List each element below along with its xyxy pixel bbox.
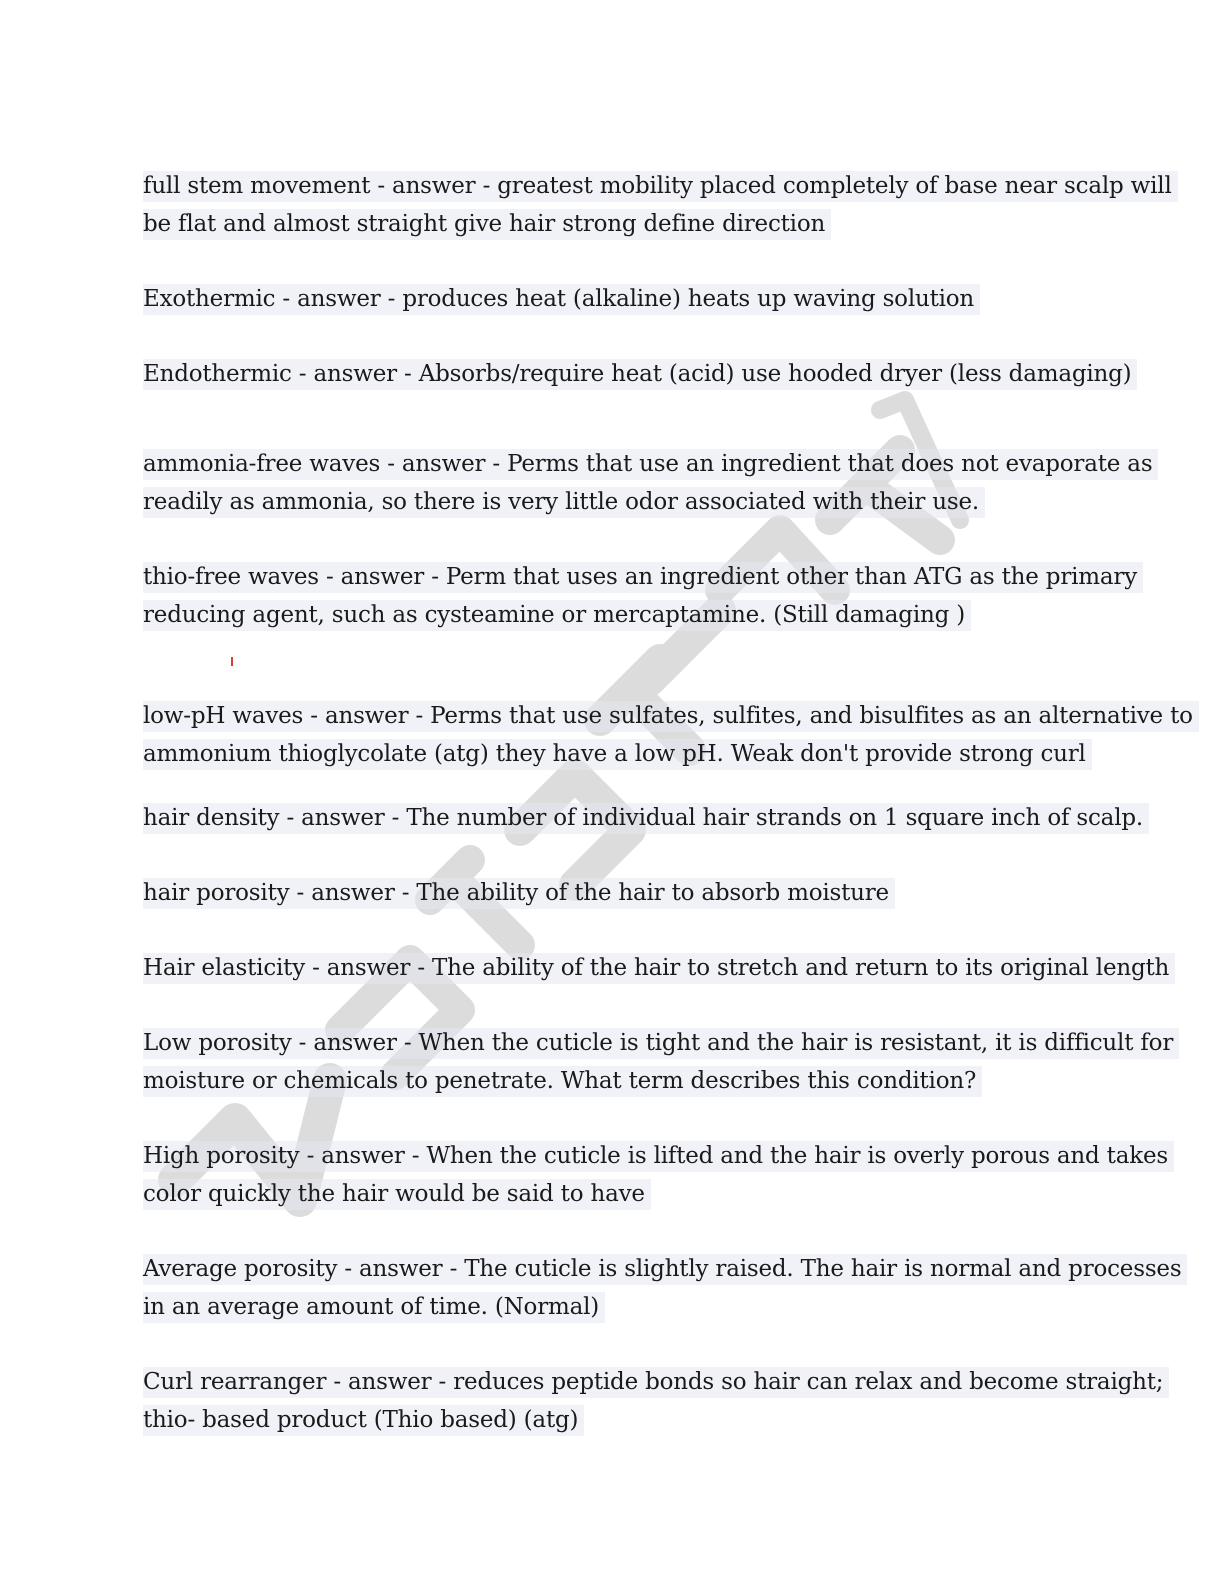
qa-entry xyxy=(143,1364,1169,1439)
entry-line xyxy=(143,559,1143,597)
entry-line xyxy=(143,597,1143,635)
entry-line xyxy=(143,1176,1174,1214)
qa-entry xyxy=(143,1025,1179,1100)
entry-text: ammonia-free waves - answer - Perms that use an ingredient that does not evaporate as xyxy=(143,449,1158,480)
qa-entry xyxy=(143,446,1158,521)
qa-entry xyxy=(143,1138,1174,1213)
entry-line xyxy=(143,950,1175,988)
entry-line xyxy=(143,1251,1187,1289)
entry-line xyxy=(143,356,1137,394)
entry-line xyxy=(143,736,1199,774)
entry-line xyxy=(143,875,895,913)
entry-text: in an average amount of time. (Normal) xyxy=(143,1292,605,1323)
entry-line xyxy=(143,168,1178,206)
entry-line xyxy=(143,1138,1174,1176)
entry-text: Low porosity - answer - When the cuticle is tight and the hair is resistant, it is difficult for xyxy=(143,1028,1179,1059)
entry-text: hair density - answer - The number of individual hair strands on 1 square inch of scalp. xyxy=(143,803,1149,834)
entry-text: Endothermic - answer - Absorbs/require heat (acid) use hooded dryer (less damaging) xyxy=(143,359,1137,390)
entry-line xyxy=(143,1063,1179,1101)
qa-entry xyxy=(143,800,1149,838)
entry-text: Exothermic - answer - produces heat (alkaline) heats up waving solution xyxy=(143,284,980,315)
entry-text: hair porosity - answer - The ability of the hair to absorb moisture xyxy=(143,878,895,909)
qa-entry xyxy=(143,281,980,319)
qa-entry xyxy=(143,1251,1187,1326)
qa-entry xyxy=(143,875,895,913)
entry-text: ammonium thioglycolate (atg) they have a low pH. Weak don't provide strong curl xyxy=(143,739,1092,770)
entry-line xyxy=(143,698,1199,736)
entry-text: Average porosity - answer - The cuticle is slightly raised. The hair is normal and processes xyxy=(143,1254,1187,1285)
entry-text: High porosity - answer - When the cuticle is lifted and the hair is overly porous and takes xyxy=(143,1141,1174,1172)
entry-text: thio- based product (Thio based) (atg) xyxy=(143,1405,584,1436)
entry-line xyxy=(143,484,1158,522)
entry-line xyxy=(143,206,1178,244)
entry-text: Curl rearranger - answer - reduces peptide bonds so hair can relax and become straight; xyxy=(143,1367,1169,1398)
entry-text: reducing agent, such as cysteamine or mercaptamine. (Still damaging ) xyxy=(143,600,971,631)
entry-line xyxy=(143,446,1158,484)
qa-entry xyxy=(143,168,1178,243)
qa-entry xyxy=(143,559,1143,634)
red-mark xyxy=(231,657,233,666)
entry-text: be flat and almost straight give hair strong define direction xyxy=(143,209,831,240)
entry-text: moisture or chemicals to penetrate. What term describes this condition? xyxy=(143,1066,982,1097)
entry-text: low-pH waves - answer - Perms that use sulfates, sulfites, and bisulfites as an alternative to xyxy=(143,701,1199,732)
entry-line xyxy=(143,1364,1169,1402)
qa-entry xyxy=(143,356,1137,394)
entry-line xyxy=(143,1402,1169,1440)
entry-text: readily as ammonia, so there is very little odor associated with their use. xyxy=(143,487,985,518)
entry-text: full stem movement - answer - greatest mobility placed completely of base near scalp will xyxy=(143,171,1178,202)
entry-line xyxy=(143,1025,1179,1063)
qa-entry xyxy=(143,950,1175,988)
entry-line xyxy=(143,281,980,319)
entry-text: Hair elasticity - answer - The ability of the hair to stretch and return to its original length xyxy=(143,953,1175,984)
entry-text: thio-free waves - answer - Perm that uses an ingredient other than ATG as the primary xyxy=(143,562,1143,593)
entry-line xyxy=(143,1289,1187,1327)
qa-entry xyxy=(143,698,1199,773)
entry-text: color quickly the hair would be said to have xyxy=(143,1179,651,1210)
entry-line xyxy=(143,800,1149,838)
